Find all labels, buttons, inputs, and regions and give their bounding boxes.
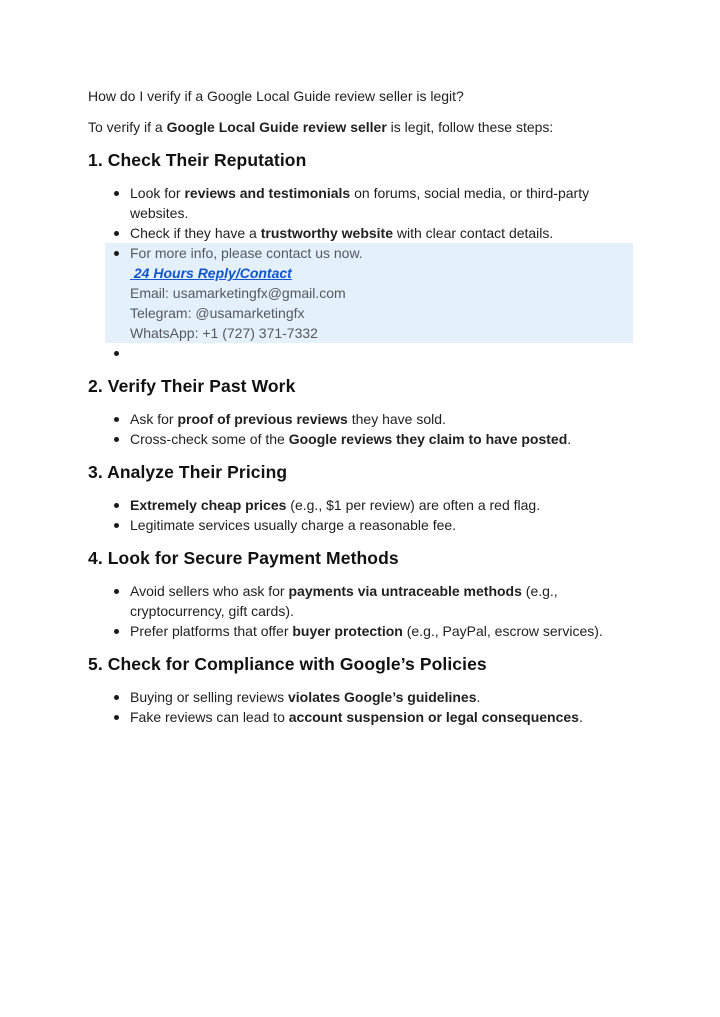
- section-heading-payment: 4. Look for Secure Payment Methods: [88, 548, 399, 568]
- bullet-list: [88, 495, 633, 535]
- list-item: [88, 223, 633, 243]
- text-run: violates Google’s guidelines: [287, 689, 477, 705]
- contact-highlight-block: [105, 243, 633, 343]
- empty-list-item: [88, 343, 633, 363]
- section-heading-compliance: 5. Check for Compliance with Google’s Policies: [88, 654, 487, 674]
- text-run: reviews and testimonials: [184, 185, 351, 201]
- text-run: proof of previous reviews: [177, 411, 348, 427]
- intro-paragraph: [88, 117, 633, 137]
- contact-whatsapp-line: WhatsApp: +1 (727) 371-7332: [130, 325, 318, 341]
- section-heading-past-work: 2. Verify Their Past Work: [88, 376, 296, 396]
- bullet-list: [88, 687, 633, 727]
- text-run: Look for: [130, 185, 185, 201]
- question-title: How do I verify if a Google Local Guide review seller is legit?: [88, 88, 464, 104]
- text-run: with clear contact details.: [393, 225, 554, 241]
- text-run: (e.g., PayPal, escrow services).: [402, 623, 603, 639]
- list-item: [88, 429, 633, 449]
- section-heading-reputation: 1. Check Their Reputation: [88, 150, 307, 170]
- text-run: Google reviews they claim to have posted: [288, 431, 568, 447]
- contact-email-line: Email: usamarketingfx@gmail.com: [130, 285, 346, 301]
- bullet-list: [88, 183, 633, 363]
- text-run: they have sold.: [347, 411, 446, 427]
- text-run: Legitimate services usually charge a reasonable fee.: [130, 517, 457, 533]
- text-run: buyer protection: [292, 623, 403, 639]
- text-run: (e.g., $1 per review) are often a red flag.: [286, 497, 541, 513]
- bullet-list: [88, 409, 633, 449]
- text-run: Ask for: [130, 411, 178, 427]
- text-run: Check if they have a: [130, 225, 261, 241]
- text-run: To verify if a: [88, 119, 167, 135]
- list-item: [88, 707, 633, 727]
- text-run: .: [578, 709, 583, 725]
- list-item: [88, 409, 633, 429]
- contact-link-line: [130, 263, 633, 283]
- bullet-list: [88, 581, 633, 641]
- text-run: on forums, social media, or third-party websites.: [130, 185, 593, 221]
- section-heading-pricing: 3. Analyze Their Pricing: [88, 462, 288, 482]
- text-run: Extremely cheap prices: [130, 497, 287, 513]
- contact-intro-line: For more info, please contact us now.: [130, 245, 363, 261]
- list-item: [88, 687, 633, 707]
- text-run: trustworthy website: [260, 225, 393, 241]
- text-run: Google Local Guide review seller: [166, 119, 387, 135]
- text-run: (e.g., cryptocurrency, gift cards).: [130, 583, 562, 619]
- list-item: [88, 515, 633, 535]
- text-run: is legit, follow these steps:: [386, 119, 554, 135]
- text-run: Buying or selling reviews: [130, 689, 288, 705]
- list-item: [88, 183, 633, 223]
- text-run: Cross-check some of the: [130, 431, 289, 447]
- text-run: Fake reviews can lead to: [130, 709, 289, 725]
- text-run: Prefer platforms that offer: [130, 623, 293, 639]
- text-run: Avoid sellers who ask for: [130, 583, 289, 599]
- contact-link[interactable]: 24 Hours Reply/Contact: [130, 265, 292, 281]
- text-run: .: [567, 431, 572, 447]
- contact-telegram-line: Telegram: @usamarketingfx: [130, 305, 305, 321]
- text-run: .: [476, 689, 481, 705]
- text-run: account suspension or legal consequences: [288, 709, 579, 725]
- list-item: [88, 495, 633, 515]
- list-item: [88, 581, 633, 621]
- list-item: [88, 621, 633, 641]
- text-run: payments via untraceable methods: [288, 583, 522, 599]
